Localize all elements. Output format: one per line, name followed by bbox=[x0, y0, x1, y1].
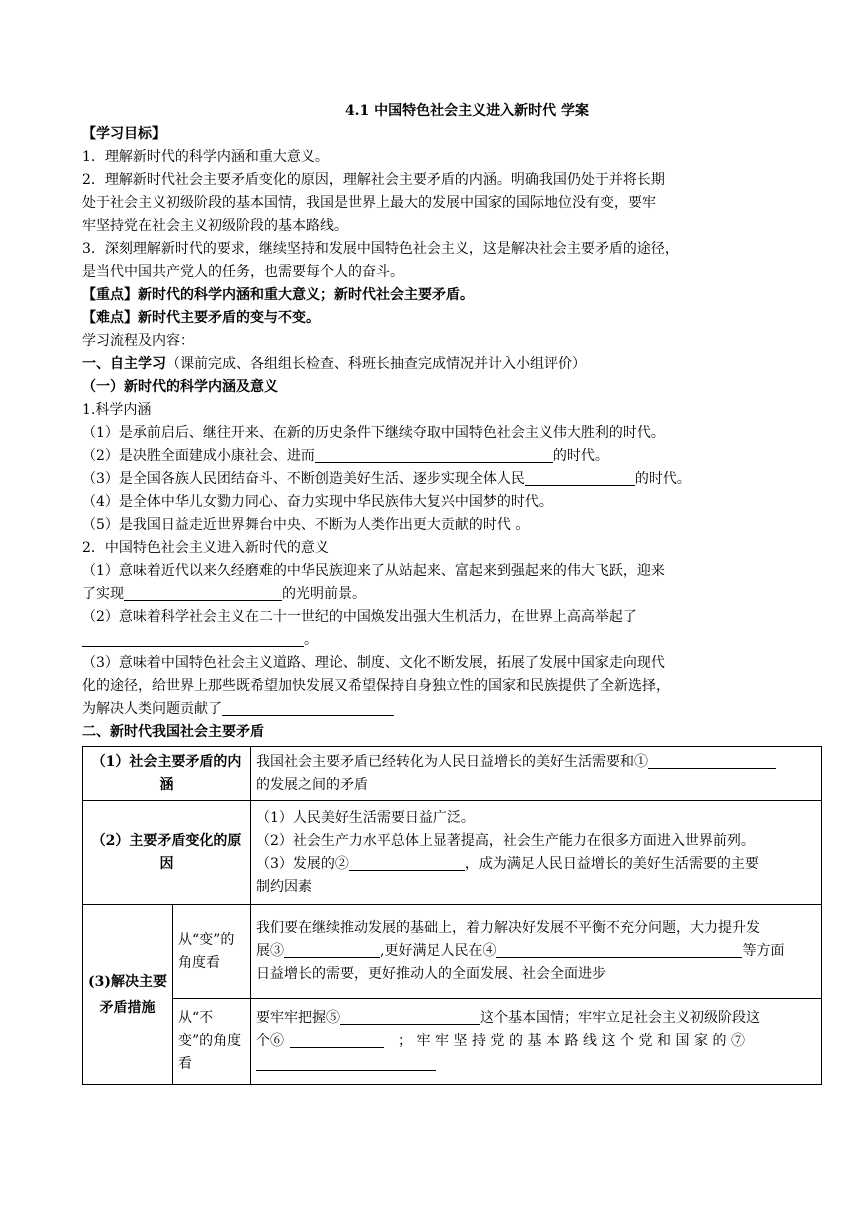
fill-blank-circle-1[interactable] bbox=[648, 752, 776, 769]
nochange-line-2-b: ；牢牢坚持党的基本路线这个党和国家的⑦ bbox=[398, 1033, 750, 1049]
key-point: 【重点】新时代的科学内涵和重大意义；新时代社会主要矛盾。 bbox=[82, 287, 474, 303]
content-5: （5）是我国日益走近世界舞台中央、不断为人类作出更大贡献的时代 。 bbox=[82, 517, 530, 533]
fill-blank-circle-7[interactable] bbox=[256, 1054, 436, 1071]
content-4: （4）是全体中华儿女勠力同心、奋力实现中华民族伟大复兴中国梦的时代。 bbox=[82, 494, 553, 510]
document-title: 4.1 中国特色社会主义进入新时代 学案 bbox=[344, 103, 590, 119]
row-2-line-3-tail: ，成为满足人民日益增长的美好生活需要的主要 bbox=[464, 855, 759, 872]
row-3-sub-nochange: 从“不变”的角度看 bbox=[173, 999, 251, 1085]
fill-blank-2[interactable] bbox=[525, 469, 635, 486]
goals-header: 【学习目标】 bbox=[82, 126, 166, 142]
section-1-title: 一、自主学习 bbox=[82, 356, 166, 372]
fill-blank-5[interactable] bbox=[222, 699, 394, 716]
row-2-content bbox=[251, 801, 822, 905]
fill-blank-circle-3[interactable] bbox=[284, 941, 380, 958]
goal-3-line-1: 3．深刻理解新时代的要求，继续坚持和发展中国特色社会主义，这是解决社会主要矛盾的途径， bbox=[82, 241, 679, 257]
content-3 bbox=[82, 468, 822, 491]
fill-blank-circle-4[interactable] bbox=[496, 941, 742, 958]
meaning-3-line-2: 化的途径，给世界上那些既希望加快发展又希望保持自身独立性的国家和民族提供了全新选择， bbox=[82, 678, 670, 694]
row-2-line-4: 制约因素 bbox=[256, 878, 312, 895]
process-label: 学习流程及内容： bbox=[82, 333, 194, 349]
row-1-tail: 的发展之间的矛盾 bbox=[256, 776, 368, 793]
change-line-2-b: ,更好满足人民在④ bbox=[380, 943, 497, 959]
goal-2-line-1: 2．理解新时代社会主要矛盾变化的原因，理解社会主要矛盾的内涵。明确我国仍处于并将长期 bbox=[82, 172, 665, 188]
row-3-change-content bbox=[251, 905, 822, 999]
table-row bbox=[83, 999, 822, 1085]
table-row bbox=[83, 905, 822, 999]
fill-blank-circle-2[interactable] bbox=[349, 854, 465, 871]
meaning-1-line-1: （1）意味着近代以来久经磨难的中华民族迎来了从站起来、富起来到强起来的伟大飞跃，迎来 bbox=[82, 563, 665, 579]
meaning-1-line-2 bbox=[82, 583, 822, 606]
subsection-1-title: （一）新时代的科学内涵及意义 bbox=[82, 379, 278, 395]
goal-2-line-3: 牢坚持党在社会主义初级阶段的基本路线。 bbox=[82, 218, 348, 234]
meaning-2-line-2 bbox=[82, 629, 822, 652]
meaning-3-line-3 bbox=[82, 698, 822, 721]
goal-1: 1．理解新时代的科学内涵和重大意义。 bbox=[82, 149, 329, 165]
goal-3-line-2: 是当代中国共产党人的任务，也需要每个人的奋斗。 bbox=[82, 264, 404, 280]
meaning-2-tail: 。 bbox=[304, 632, 318, 648]
meaning-3-line-1: （3）意味着中国特色社会主义道路、理论、制度、文化不断发展，拓展了发展中国家走向现代 bbox=[82, 655, 665, 671]
row-3-header: (3)解决主要矛盾措施 bbox=[83, 905, 173, 1085]
row-2-line-2: （2）社会生产力水平总体上显著提高，社会生产能力在很多方面进入世界前列。 bbox=[256, 832, 755, 849]
meaning-2-line-1: （2）意味着科学社会主义在二十一世纪的中国焕发出强大生机活力，在世界上高高举起了 bbox=[82, 609, 637, 625]
difficulty: 【难点】新时代主要矛盾的变与不变。 bbox=[82, 310, 320, 326]
fill-blank-1[interactable] bbox=[315, 446, 553, 463]
row-3-nochange-content bbox=[251, 999, 822, 1085]
table-row bbox=[83, 747, 822, 801]
row-2-line-3-text: （3）发展的② bbox=[256, 855, 349, 872]
content-1: （1）是承前启后、继往开来、在新的历史条件下继续夺取中国特色社会主义伟大胜利的时代。 bbox=[82, 425, 665, 441]
section-1-heading bbox=[82, 353, 822, 376]
content-2-text: （2）是决胜全面建成小康社会、进而 bbox=[82, 448, 315, 464]
goal-2-line-2: 处于社会主义初级阶段的基本国情，我国是世界上最大的发展中国家的国际地位没有变，要牢 bbox=[82, 195, 656, 211]
section-2-title: 二、新时代我国社会主要矛盾 bbox=[82, 724, 264, 740]
nochange-line-2-a: 个⑥ bbox=[256, 1033, 284, 1049]
item-1-title: 1.科学内涵 bbox=[82, 402, 152, 418]
row-1-text: 我国社会主要矛盾已经转化为人民日益增长的美好生活需要和① bbox=[256, 753, 648, 770]
fill-blank-4[interactable] bbox=[82, 630, 304, 647]
fill-blank-circle-6[interactable] bbox=[290, 1031, 384, 1048]
change-line-3: 日益增长的需要，更好推动人的全面发展、社会全面进步 bbox=[256, 966, 606, 982]
meaning-1-text: 了实现 bbox=[82, 586, 124, 602]
content-2-tail: 的时代。 bbox=[552, 448, 609, 464]
meaning-3-text: 为解决人类问题贡献了 bbox=[82, 701, 222, 717]
row-2-header: （2）主要矛盾变化的原因 bbox=[83, 801, 251, 905]
study-guide-page bbox=[82, 100, 822, 1085]
row-1-content bbox=[251, 747, 822, 801]
change-line-2-c: 等方面 bbox=[742, 943, 785, 959]
content-3-tail: 的时代。 bbox=[634, 471, 691, 487]
table-row bbox=[83, 801, 822, 905]
fill-blank-3[interactable] bbox=[124, 584, 282, 601]
row-2-line-1: （1）人民美好生活需要日益广泛。 bbox=[256, 809, 475, 826]
fill-blank-circle-5[interactable] bbox=[340, 1008, 480, 1025]
row-3-sub-change: 从“变”的角度看 bbox=[173, 905, 251, 999]
meaning-1-tail: 的光明前景。 bbox=[282, 586, 366, 602]
contradiction-table bbox=[82, 746, 822, 1085]
section-1-note: （课前完成、各组组长检查、科班长抽查完成情况并计入小组评价） bbox=[166, 356, 586, 372]
content-3-text: （3）是全国各族人民团结奋斗、不断创造美好生活、逐步实现全体人民 bbox=[82, 471, 525, 487]
change-line-1: 我们要在继续推动发展的基础上，着力解决好发展不平衡不充分问题，大力提升发 bbox=[256, 920, 760, 936]
change-line-2-a: 展③ bbox=[256, 943, 284, 959]
nochange-line-1-b: 这个基本国情；牢牢立足社会主义初级阶段这 bbox=[480, 1010, 760, 1026]
content-2 bbox=[82, 445, 822, 468]
row-1-header: （1）社会主要矛盾的内涵 bbox=[83, 747, 251, 801]
item-2-title: 2．中国特色社会主义进入新时代的意义 bbox=[82, 540, 329, 556]
nochange-line-1-a: 要牢牢把握⑤ bbox=[256, 1010, 340, 1026]
